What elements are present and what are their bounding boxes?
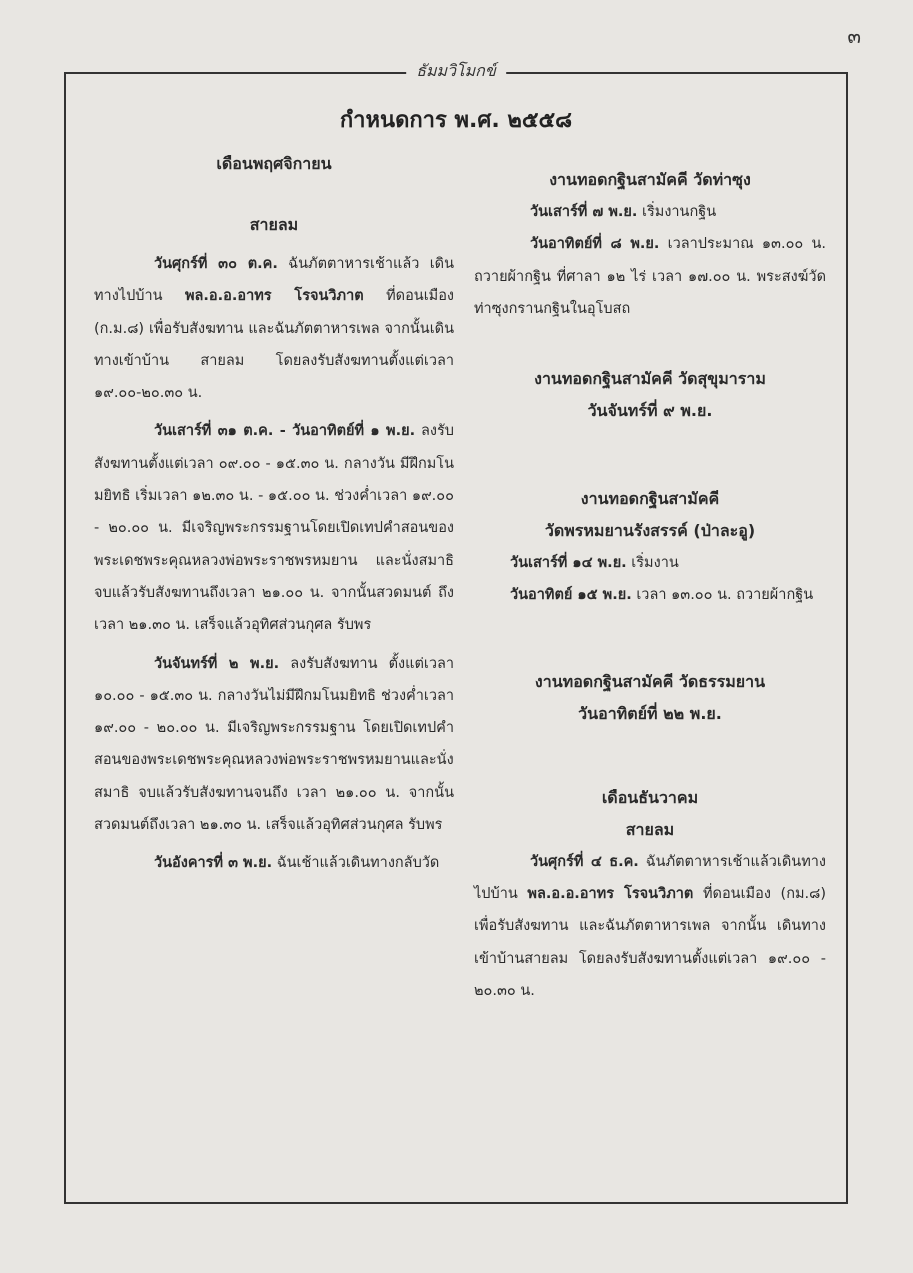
december-entry-1 bbox=[474, 846, 826, 1007]
event-date: วันจันทร์ที่ ๙ พ.ย. bbox=[587, 401, 713, 421]
event-text: เริ่มงานกฐิน bbox=[637, 204, 717, 220]
entry-text: ที่ดอนเมือง (กม.๘) เพื่อรับสังฆทาน และฉันภัตตาหารเพล จากนั้น เดินทางเข้าบ้านสายลม โดยลงรับสังฆทานตั้งแต่เวลา ๑๙.๐๐ - ๒๐.๓๐ น. bbox=[474, 886, 826, 999]
event-day: วันอาทิตย์ ๑๕ พ.ย. bbox=[510, 587, 632, 604]
host-name: พล.อ.อ.อาทร โรจนวิภาต bbox=[527, 886, 694, 903]
entry-day: วันอังคารที่ ๓ พ.ย. bbox=[154, 855, 273, 872]
event-title: งานทอดกฐินสามัคคี วัดสุขุมาราม bbox=[534, 369, 766, 389]
event-day-1 bbox=[474, 547, 826, 579]
entry-day: วันเสาร์ที่ ๓๑ ต.ค. - วันอาทิตย์ที่ ๑ พ.ย. bbox=[154, 423, 416, 440]
event-temple: วัดพรหมยานรังสรรค์ (ป่าละอู) bbox=[544, 521, 756, 541]
event-day: วันเสาร์ที่ ๗ พ.ย. bbox=[530, 204, 638, 220]
december-location: สายลม bbox=[625, 819, 675, 839]
right-column bbox=[474, 164, 826, 1013]
kathina-phromyan bbox=[474, 483, 826, 612]
kathina-tha-sung bbox=[474, 164, 826, 325]
event-day: วันเสาร์ที่ ๑๔ พ.ย. bbox=[510, 555, 627, 572]
november-entry-1 bbox=[94, 248, 454, 409]
december-heading: เดือนธันวาคม bbox=[601, 787, 699, 807]
entry-text: ฉันภัตตาหารเช้าแล้วเดินทางไปบ้าน bbox=[474, 853, 826, 903]
entry-text: ที่ดอนเมือง (ก.ม.๘) เพื่อรับสังฆทาน และฉันภัตตาหารเพล จากนั้นเดินทางเข้าบ้าน สายลม โดยลงรับสังฆทานตั้งแต่เวลา ๑๙.๐๐-๒๐.๓๐ น. bbox=[94, 288, 454, 402]
november-entry-3 bbox=[94, 648, 454, 842]
left-column bbox=[94, 152, 454, 886]
event-day: วันอาทิตย์ที่ ๘ พ.ย. bbox=[530, 236, 660, 253]
journal-name: ธัมมวิโมกข์ bbox=[406, 59, 506, 84]
event-text: เวลาประมาณ ๑๓.๐๐ น. ถวายผ้ากฐิน ที่ศาลา ๑๒ ไร่ เวลา ๑๗.๐๐ น. พระสงฆ์วัดท่าซุงกรานกฐินในอุโบสถ bbox=[474, 236, 826, 317]
page-title: กำหนดการ พ.ศ. ๒๕๕๘ bbox=[339, 108, 573, 133]
entry-day: วันศุกร์ที่ ๓๐ ต.ค. bbox=[154, 256, 278, 272]
event-date: วันอาทิตย์ที่ ๒๒ พ.ย. bbox=[578, 703, 722, 723]
kathina-sukhumaram bbox=[474, 363, 826, 427]
event-text: เวลา ๑๓.๐๐ น. ถวายผ้ากฐิน bbox=[631, 587, 814, 604]
entry-day: วันศุกร์ที่ ๔ ธ.ค. bbox=[530, 853, 639, 870]
host-name: พล.อ.อ.อาทร โรจนวิภาต bbox=[184, 288, 364, 305]
november-location: สายลม bbox=[249, 215, 299, 234]
entry-text: ลงรับสังฆทาน ตั้งแต่เวลา ๑๐.๐๐ - ๑๕.๓๐ น. กลางวันไม่มีฝึกมโนมยิทธิ ช่วงค่ำเวลา ๑๙.๐๐ - ๒๐.๐๐ น. มีเจริญพระกรรมฐาน โดยเปิดเทปคำสอนของพระเดชพระคุณหลวงพ่อพระราชพรหมยานและนั่งสมาธิ จบแล้วรับสังฆทานจนถึง เวลา ๒๑.๐๐ น. จากนั้นสวดมนต์ถึงเวลา ๒๑.๓๐ น. เสร็จแล้วอุทิศส่วนกุศล รับพร bbox=[94, 655, 454, 834]
november-entry-4 bbox=[94, 847, 454, 879]
event-text: เริ่มงาน bbox=[626, 555, 679, 572]
entry-text: ฉันเช้าแล้วเดินทางกลับวัด bbox=[272, 855, 440, 872]
november-entry-2 bbox=[94, 415, 454, 641]
kathina-thammayan bbox=[474, 666, 826, 730]
entry-text: ลงรับสังฆทานตั้งแต่เวลา ๐๙.๐๐ - ๑๕.๓๐ น. กลางวัน มีฝึกมโนมยิทธิ เริ่มเวลา ๑๒.๓๐ น. - ๑๕.๐๐ น. ช่วงค่ำเวลา ๑๙.๐๐ - ๒๐.๐๐ น. มีเจริญพระกรรมฐานโดยเปิดเทปคำสอนของพระเดชพระคุณหลวงพ่อพระราชพรหมยาน และนั่งสมาธิ จบแล้วรับสังฆทานถึงเวลา ๒๑.๐๐ น. จากนั้นสวดมนต์ ถึงเวลา ๒๑.๓๐ น. เสร็จแล้วอุทิศส่วนกุศล รับพร bbox=[94, 423, 454, 634]
november-heading: เดือนพฤศจิกายน bbox=[216, 154, 332, 173]
event-title: งานทอดกฐินสามัคคี bbox=[580, 489, 720, 509]
entry-day: วันจันทร์ที่ ๒ พ.ย. bbox=[154, 655, 280, 672]
page-number: ๓ bbox=[847, 24, 861, 48]
event-day-2 bbox=[474, 228, 826, 325]
event-day-1 bbox=[474, 196, 826, 228]
event-title: งานทอดกฐินสามัคคี วัดธรรมยาน bbox=[534, 671, 766, 691]
december-section bbox=[474, 782, 826, 1007]
event-day-2 bbox=[474, 579, 826, 611]
schedule-frame bbox=[64, 61, 848, 1204]
entry-text: ฉันภัตตาหารเช้าแล้ว เดินทางไปบ้าน bbox=[94, 256, 454, 305]
event-title: งานทอดกฐินสามัคคี วัดท่าซุง bbox=[549, 170, 751, 189]
